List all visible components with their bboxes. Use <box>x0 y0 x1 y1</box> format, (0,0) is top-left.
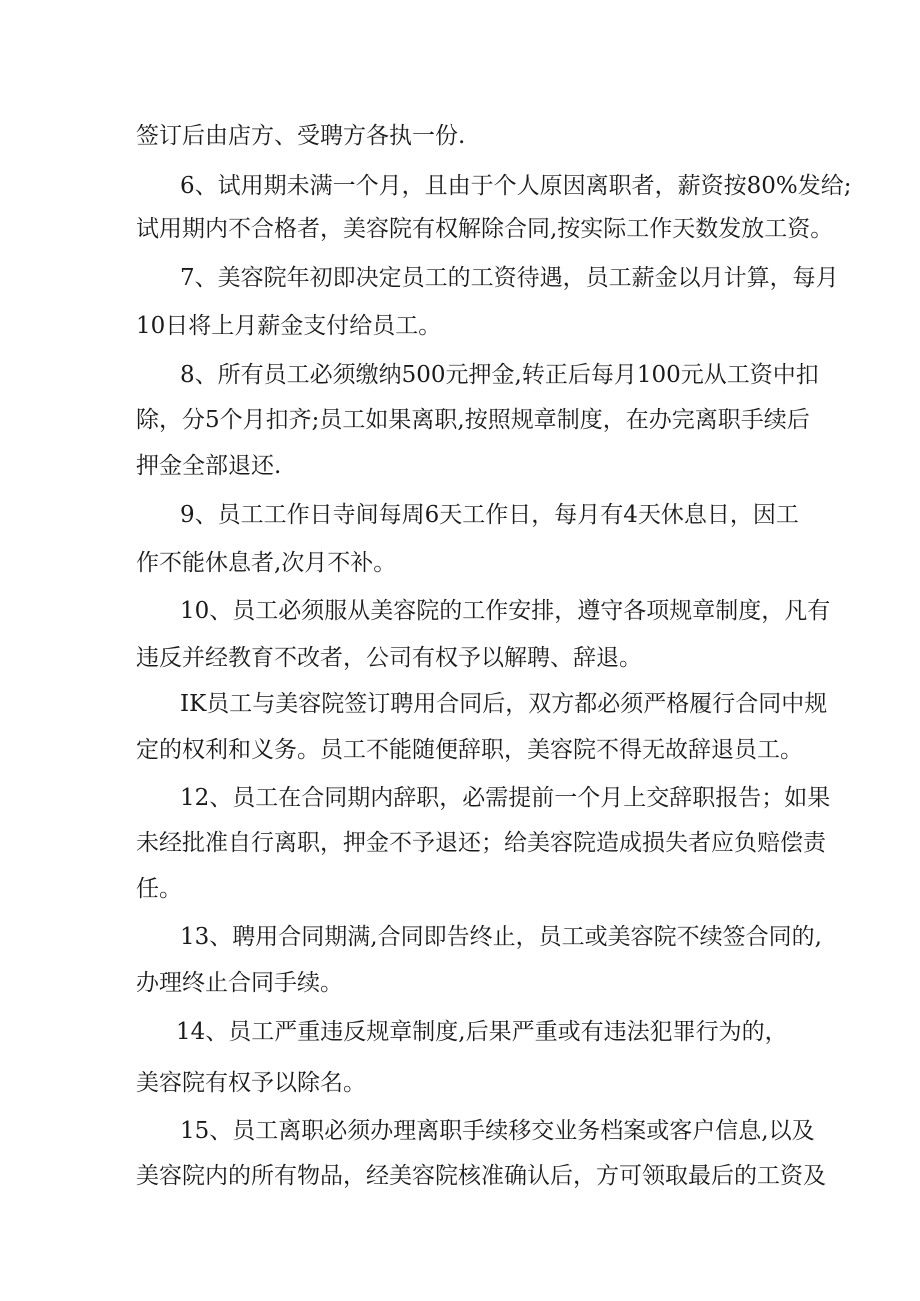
text-line: 未经批准自行离职，押金不予退还；给美容院造成损失者应负赔偿责 <box>136 830 826 856</box>
text-line: 押金全部退还. <box>136 453 282 479</box>
text-line: 13、聘用合同期满,合同即告终止，员工或美容院不续签合同的, <box>180 924 822 950</box>
text-line: 9、员工工作日寺间每周6天工作日，每月有4天休息日，因工 <box>180 502 799 528</box>
text-line: 签订后由店方、受聘方各执一份. <box>136 123 466 149</box>
text-line: 除，分5个月扣齐;员工如果离职,按照规章制度，在办完离职手续后 <box>136 407 810 433</box>
text-line: 15、员工离职必须办理离职手续移交业务档案或客户信息,以及 <box>180 1118 815 1144</box>
text-line: 7、美容院年初即决定员工的工资待遇，员工薪金以月计算，每月 <box>180 265 839 291</box>
text-line: 8、所有员工必须缴纳500元押金,转正后每月100元从工资中扣 <box>180 362 819 388</box>
text-line: IK员工与美容院签订聘用合同后，双方都必须严格履行合同中规 <box>180 691 828 717</box>
text-line: 办理终止合同手续。 <box>136 970 343 996</box>
text-line: 试用期内不合格者，美容院有权解除合同,按实际工作天数发放工资。 <box>136 216 834 242</box>
text-line: 任。 <box>136 876 182 902</box>
text-line: 美容院有权予以除名。 <box>136 1070 366 1096</box>
text-line: 作不能休息者,次月不补。 <box>136 550 397 576</box>
text-line: 10、员工必须服从美容院的工作安排，遵守各项规章制度，凡有 <box>180 598 831 624</box>
text-line: 6、试用期未满一个月，且由于个人原因离职者，薪资按80%发给; <box>180 173 852 199</box>
text-line: 美容院内的所有物品，经美容院核准确认后，方可领取最后的工资及 <box>136 1163 826 1189</box>
text-line: 14、员工严重违反规章制度,后果严重或有违法犯罪行为的， <box>176 1019 788 1045</box>
text-line: 10日将上月薪金支付给员工。 <box>136 313 442 339</box>
text-line: 违反并经教育不改者，公司有权予以解聘、辞退。 <box>136 645 642 671</box>
text-line: 12、员工在合同期内辞职，必需提前一个月上交辞职报告；如果 <box>180 785 831 811</box>
text-line: 定的权利和义务。员工不能随便辞职，美容院不得无故辞退员工。 <box>136 737 803 763</box>
